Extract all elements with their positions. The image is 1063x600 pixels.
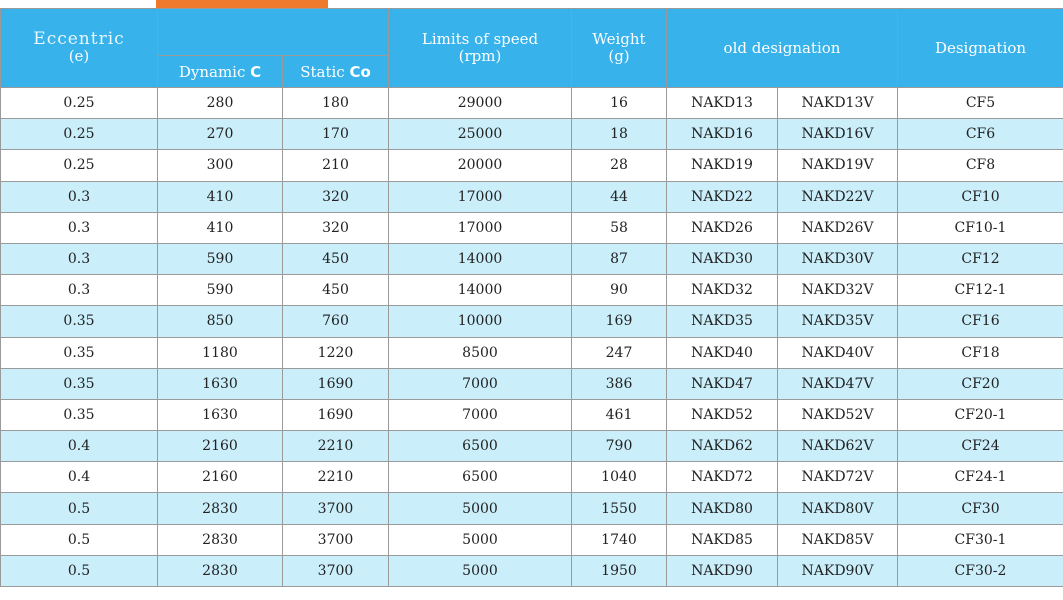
cell-old-designation: NAKD80: [667, 493, 778, 524]
cell-dynamic: 1180: [158, 337, 283, 368]
cell-weight: 1550: [572, 493, 667, 524]
cell-old-designation-v: NAKD35V: [778, 306, 898, 337]
cell-speed: 17000: [389, 212, 572, 243]
table-row: [1, 431, 1063, 462]
cell-old-designation: NAKD47: [667, 368, 778, 399]
cell-eccentric: 0.5: [1, 524, 158, 555]
header-designation-label: Designation: [934, 38, 1027, 57]
cell-speed: 8500: [389, 337, 572, 368]
cell-eccentric: 0.35: [1, 337, 158, 368]
header-weight-label: Weight: [592, 30, 646, 48]
cell-eccentric: 0.5: [1, 493, 158, 524]
cell-designation: CF18: [898, 337, 1063, 368]
table-row: [1, 243, 1063, 274]
header-designation: [898, 9, 1063, 88]
cell-old-designation-v: NAKD85V: [778, 524, 898, 555]
cell-static: 3700: [283, 493, 389, 524]
cell-weight: 386: [572, 368, 667, 399]
cell-dynamic: 300: [158, 150, 283, 181]
cell-static: 450: [283, 243, 389, 274]
cell-eccentric: 0.35: [1, 399, 158, 430]
header-speed-label: Limits of speed: [421, 30, 539, 48]
cell-old-designation: NAKD85: [667, 524, 778, 555]
header-old-designation: [667, 9, 898, 88]
cell-old-designation-v: NAKD30V: [778, 243, 898, 274]
header-static-label: Static: [300, 63, 350, 81]
cell-old-designation-v: NAKD22V: [778, 181, 898, 212]
cell-old-designation: NAKD30: [667, 243, 778, 274]
table-row: [1, 119, 1063, 150]
cell-old-designation-v: NAKD47V: [778, 368, 898, 399]
cell-dynamic: 1630: [158, 368, 283, 399]
cell-old-designation: NAKD62: [667, 431, 778, 462]
cell-old-designation-v: NAKD62V: [778, 431, 898, 462]
cell-old-designation-v: NAKD72V: [778, 462, 898, 493]
cell-dynamic: 2830: [158, 555, 283, 586]
cell-static: 1690: [283, 368, 389, 399]
cell-designation: CF30-2: [898, 555, 1063, 586]
cell-weight: 461: [572, 399, 667, 430]
table-body: [1, 88, 1063, 587]
cell-old-designation: NAKD90: [667, 555, 778, 586]
cell-static: 2210: [283, 431, 389, 462]
cell-weight: 87: [572, 243, 667, 274]
cell-weight: 44: [572, 181, 667, 212]
cell-eccentric: 0.25: [1, 88, 158, 119]
cell-designation: CF24: [898, 431, 1063, 462]
cell-weight: 90: [572, 275, 667, 306]
cell-weight: 1950: [572, 555, 667, 586]
cell-designation: CF30-1: [898, 524, 1063, 555]
cell-old-designation-v: NAKD32V: [778, 275, 898, 306]
cell-speed: 7000: [389, 368, 572, 399]
cell-old-designation-v: NAKD16V: [778, 119, 898, 150]
cell-static: 760: [283, 306, 389, 337]
header-weight: [572, 9, 667, 88]
cell-eccentric: 0.3: [1, 275, 158, 306]
table-row: [1, 337, 1063, 368]
cell-speed: 25000: [389, 119, 572, 150]
cell-old-designation: NAKD40: [667, 337, 778, 368]
cell-weight: 16: [572, 88, 667, 119]
cell-weight: 28: [572, 150, 667, 181]
cell-speed: 5000: [389, 524, 572, 555]
header-eccentric-label: Eccentric: [33, 29, 125, 49]
cell-designation: CF12: [898, 243, 1063, 274]
cell-old-designation: NAKD22: [667, 181, 778, 212]
cell-eccentric: 0.35: [1, 368, 158, 399]
cell-eccentric: 0.4: [1, 431, 158, 462]
cell-static: 210: [283, 150, 389, 181]
cell-designation: CF8: [898, 150, 1063, 181]
cell-dynamic: 2160: [158, 462, 283, 493]
cell-old-designation-v: NAKD80V: [778, 493, 898, 524]
cell-speed: 7000: [389, 399, 572, 430]
table-row: [1, 212, 1063, 243]
cell-old-designation: NAKD16: [667, 119, 778, 150]
cell-speed: 20000: [389, 150, 572, 181]
table-row: [1, 555, 1063, 586]
cell-weight: 58: [572, 212, 667, 243]
cell-old-designation: NAKD19: [667, 150, 778, 181]
cell-static: 450: [283, 275, 389, 306]
cell-old-designation-v: NAKD26V: [778, 212, 898, 243]
cell-speed: 5000: [389, 555, 572, 586]
table-row: [1, 524, 1063, 555]
cell-eccentric: 0.35: [1, 306, 158, 337]
cell-static: 320: [283, 212, 389, 243]
cell-dynamic: 850: [158, 306, 283, 337]
header-static-symbol: Co: [349, 63, 371, 81]
cell-speed: 6500: [389, 462, 572, 493]
cell-weight: 1740: [572, 524, 667, 555]
cell-eccentric: 0.5: [1, 555, 158, 586]
table-row: [1, 150, 1063, 181]
cell-designation: CF5: [898, 88, 1063, 119]
cell-old-designation-v: NAKD13V: [778, 88, 898, 119]
cell-eccentric: 0.25: [1, 150, 158, 181]
cell-designation: CF30: [898, 493, 1063, 524]
cell-designation: CF16: [898, 306, 1063, 337]
cell-speed: 5000: [389, 493, 572, 524]
cell-static: 3700: [283, 524, 389, 555]
table-row: [1, 88, 1063, 119]
cell-eccentric: 0.3: [1, 181, 158, 212]
cell-old-designation-v: NAKD90V: [778, 555, 898, 586]
cell-designation: CF12-1: [898, 275, 1063, 306]
header-dynamic-label: Dynamic: [178, 63, 251, 81]
cell-static: 1690: [283, 399, 389, 430]
bearing-spec-table: [0, 8, 1063, 587]
cell-designation: CF24-1: [898, 462, 1063, 493]
cell-static: 2210: [283, 462, 389, 493]
table-row: [1, 275, 1063, 306]
header-eccentric: [1, 9, 158, 88]
table-header: [1, 9, 1063, 88]
cell-dynamic: 280: [158, 88, 283, 119]
cell-old-designation: NAKD52: [667, 399, 778, 430]
cell-weight: 790: [572, 431, 667, 462]
cell-speed: 14000: [389, 243, 572, 274]
cell-eccentric: 0.3: [1, 212, 158, 243]
cell-designation: CF20-1: [898, 399, 1063, 430]
cell-weight: 247: [572, 337, 667, 368]
header-old-designation-label: old designation: [723, 38, 841, 57]
cell-weight: 18: [572, 119, 667, 150]
cell-old-designation: NAKD35: [667, 306, 778, 337]
cell-dynamic: 590: [158, 275, 283, 306]
cell-speed: 17000: [389, 181, 572, 212]
table-row: [1, 462, 1063, 493]
cell-old-designation-v: NAKD19V: [778, 150, 898, 181]
active-tab-indicator: [156, 0, 328, 8]
cell-speed: 14000: [389, 275, 572, 306]
table-row: [1, 306, 1063, 337]
cell-designation: CF10-1: [898, 212, 1063, 243]
cell-designation: CF20: [898, 368, 1063, 399]
cell-eccentric: 0.25: [1, 119, 158, 150]
cell-old-designation: NAKD72: [667, 462, 778, 493]
cell-old-designation: NAKD32: [667, 275, 778, 306]
cell-old-designation-v: NAKD52V: [778, 399, 898, 430]
table-row: [1, 493, 1063, 524]
cell-static: 320: [283, 181, 389, 212]
table-row: [1, 181, 1063, 212]
table-row: [1, 399, 1063, 430]
header-speed-unit: (rpm): [458, 47, 502, 65]
header-dynamic-symbol: C: [250, 63, 262, 81]
cell-old-designation-v: NAKD40V: [778, 337, 898, 368]
cell-eccentric: 0.3: [1, 243, 158, 274]
cell-speed: 10000: [389, 306, 572, 337]
cell-dynamic: 270: [158, 119, 283, 150]
cell-designation: CF10: [898, 181, 1063, 212]
cell-old-designation: NAKD26: [667, 212, 778, 243]
cell-dynamic: 2160: [158, 431, 283, 462]
cell-dynamic: 2830: [158, 493, 283, 524]
cell-dynamic: 410: [158, 212, 283, 243]
cell-old-designation: NAKD13: [667, 88, 778, 119]
cell-dynamic: 1630: [158, 399, 283, 430]
header-eccentric-unit: (e): [68, 47, 90, 65]
header-static: [283, 56, 389, 88]
cell-speed: 29000: [389, 88, 572, 119]
cell-weight: 169: [572, 306, 667, 337]
table-row: [1, 368, 1063, 399]
cell-dynamic: 590: [158, 243, 283, 274]
cell-designation: CF6: [898, 119, 1063, 150]
cell-static: 180: [283, 88, 389, 119]
header-load-rating: [158, 9, 389, 56]
header-weight-unit: (g): [608, 47, 630, 65]
header-dynamic: [158, 56, 283, 88]
cell-dynamic: 2830: [158, 524, 283, 555]
cell-weight: 1040: [572, 462, 667, 493]
cell-static: 1220: [283, 337, 389, 368]
cell-eccentric: 0.4: [1, 462, 158, 493]
cell-speed: 6500: [389, 431, 572, 462]
cell-static: 170: [283, 119, 389, 150]
cell-static: 3700: [283, 555, 389, 586]
cell-dynamic: 410: [158, 181, 283, 212]
header-speed: [389, 9, 572, 88]
